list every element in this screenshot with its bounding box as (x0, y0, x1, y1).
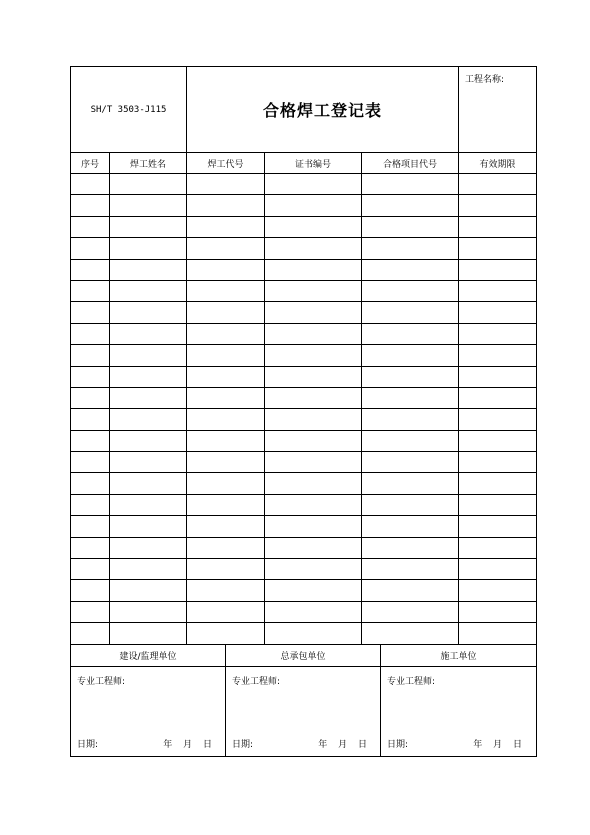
date-ymd: 年 月 日 (163, 739, 212, 750)
table-cell[interactable] (459, 195, 537, 216)
table-cell[interactable] (362, 174, 459, 195)
table-cell[interactable] (265, 580, 362, 601)
table-row (71, 580, 537, 601)
column-header-row (71, 153, 537, 174)
signature-header-row (71, 644, 537, 666)
table-cell[interactable] (187, 537, 265, 558)
table-cell[interactable] (110, 580, 187, 601)
table-cell[interactable] (71, 345, 110, 366)
table-cell[interactable] (71, 516, 110, 537)
col-header-certificate-no: 证书编号 (265, 153, 362, 174)
table-cell[interactable] (265, 409, 362, 430)
table-cell[interactable] (459, 430, 537, 451)
table-cell[interactable] (362, 387, 459, 408)
signature-box-owner[interactable] (71, 666, 226, 756)
table-cell[interactable] (459, 623, 537, 644)
table-cell[interactable] (362, 516, 459, 537)
table-row (71, 559, 537, 580)
table-cell[interactable] (110, 494, 187, 515)
date-line (387, 737, 522, 750)
table-cell[interactable] (71, 623, 110, 644)
unit-general-contractor: 总承包单位 (226, 644, 381, 666)
table-cell[interactable] (187, 409, 265, 430)
table-cell[interactable] (110, 174, 187, 195)
form-title: 合格焊工登记表 (187, 67, 459, 153)
table-row (71, 452, 537, 473)
table-cell[interactable] (459, 601, 537, 622)
table-cell[interactable] (110, 537, 187, 558)
table-cell[interactable] (362, 280, 459, 301)
table-cell[interactable] (459, 345, 537, 366)
table-cell[interactable] (459, 537, 537, 558)
table-cell[interactable] (71, 409, 110, 430)
table-cell[interactable] (187, 494, 265, 515)
table-cell[interactable] (187, 623, 265, 644)
table-cell[interactable] (265, 537, 362, 558)
table-cell[interactable] (187, 366, 265, 387)
table-cell[interactable] (187, 452, 265, 473)
table-cell[interactable] (187, 302, 265, 323)
table-row (71, 259, 537, 280)
table-cell[interactable] (187, 174, 265, 195)
header-row (71, 67, 537, 153)
table-cell[interactable] (459, 580, 537, 601)
table-row (71, 216, 537, 237)
table-cell[interactable] (459, 174, 537, 195)
table-cell[interactable] (71, 601, 110, 622)
engineer-label: 专业工程师: (387, 676, 436, 687)
table-row (71, 302, 537, 323)
table-row (71, 494, 537, 515)
table-cell[interactable] (71, 323, 110, 344)
table-cell[interactable] (459, 259, 537, 280)
table-cell[interactable] (459, 216, 537, 237)
table-cell[interactable] (265, 366, 362, 387)
table-cell[interactable] (459, 238, 537, 259)
table-cell[interactable] (110, 238, 187, 259)
table-cell[interactable] (459, 409, 537, 430)
table-cell[interactable] (71, 452, 110, 473)
table-cell[interactable] (265, 452, 362, 473)
date-line (232, 737, 367, 750)
table-cell[interactable] (187, 323, 265, 344)
table-cell[interactable] (71, 174, 110, 195)
table-cell[interactable] (187, 216, 265, 237)
table-cell[interactable] (110, 409, 187, 430)
table-cell[interactable] (459, 387, 537, 408)
table-cell[interactable] (71, 559, 110, 580)
project-name-field[interactable] (459, 67, 537, 153)
table-cell[interactable] (71, 238, 110, 259)
table-cell[interactable] (71, 494, 110, 515)
date-ymd: 年 月 日 (318, 739, 367, 750)
project-name-label: 工程名称: (465, 75, 505, 85)
unit-construction: 施工单位 (381, 644, 537, 666)
date-line (77, 737, 212, 750)
table-cell[interactable] (362, 452, 459, 473)
table-cell[interactable] (110, 302, 187, 323)
table-cell[interactable] (265, 601, 362, 622)
table-cell[interactable] (187, 516, 265, 537)
table-row (71, 195, 537, 216)
table-cell[interactable] (71, 302, 110, 323)
date-label: 日期: (232, 739, 254, 750)
table-cell[interactable] (459, 494, 537, 515)
table-cell[interactable] (187, 195, 265, 216)
table-cell[interactable] (265, 387, 362, 408)
table-cell[interactable] (362, 195, 459, 216)
table-cell[interactable] (459, 516, 537, 537)
date-label: 日期: (387, 739, 409, 750)
col-header-qualified-item: 合格项目代号 (362, 153, 459, 174)
table-cell[interactable] (265, 516, 362, 537)
table-cell[interactable] (362, 559, 459, 580)
table-row (71, 280, 537, 301)
table-cell[interactable] (362, 601, 459, 622)
signature-box-contractor[interactable] (226, 666, 381, 756)
table-cell[interactable] (265, 559, 362, 580)
table-cell[interactable] (110, 559, 187, 580)
table-cell[interactable] (362, 623, 459, 644)
table-row (71, 473, 537, 494)
table-cell[interactable] (71, 430, 110, 451)
table-cell[interactable] (110, 601, 187, 622)
table-cell[interactable] (459, 280, 537, 301)
table-cell[interactable] (71, 387, 110, 408)
table-row (71, 323, 537, 344)
table-cell[interactable] (459, 452, 537, 473)
table-cell[interactable] (459, 302, 537, 323)
table-cell[interactable] (265, 430, 362, 451)
table-cell[interactable] (71, 195, 110, 216)
table-cell[interactable] (265, 473, 362, 494)
table-cell[interactable] (110, 516, 187, 537)
table-cell[interactable] (71, 366, 110, 387)
table-cell[interactable] (459, 473, 537, 494)
table-row (71, 623, 537, 644)
table-cell[interactable] (265, 259, 362, 280)
table-cell[interactable] (110, 366, 187, 387)
table-cell[interactable] (187, 580, 265, 601)
table-cell[interactable] (187, 601, 265, 622)
table-cell[interactable] (71, 537, 110, 558)
table-cell[interactable] (362, 537, 459, 558)
table-cell[interactable] (265, 345, 362, 366)
engineer-label: 专业工程师: (77, 676, 126, 687)
table-cell[interactable] (110, 430, 187, 451)
table-row (71, 430, 537, 451)
table-cell[interactable] (110, 195, 187, 216)
signature-body-row (71, 666, 537, 756)
table-cell[interactable] (110, 345, 187, 366)
table-cell[interactable] (110, 473, 187, 494)
table-row (71, 366, 537, 387)
date-ymd: 年 月 日 (473, 739, 522, 750)
table-cell[interactable] (362, 259, 459, 280)
table-cell[interactable] (110, 623, 187, 644)
table-cell[interactable] (187, 430, 265, 451)
table-cell[interactable] (187, 345, 265, 366)
table-cell[interactable] (459, 323, 537, 344)
table-row (71, 409, 537, 430)
table-cell[interactable] (265, 623, 362, 644)
table-cell[interactable] (362, 430, 459, 451)
table-cell[interactable] (265, 494, 362, 515)
table-cell[interactable] (362, 216, 459, 237)
table-row (71, 345, 537, 366)
unit-owner-supervisor: 建设/监理单位 (71, 644, 226, 666)
col-header-welder-code: 焊工代号 (187, 153, 265, 174)
table-cell[interactable] (265, 302, 362, 323)
table-row (71, 174, 537, 195)
table-cell[interactable] (265, 174, 362, 195)
table-cell[interactable] (71, 473, 110, 494)
table-cell[interactable] (265, 238, 362, 259)
table-cell[interactable] (110, 259, 187, 280)
table-cell[interactable] (71, 280, 110, 301)
table-cell[interactable] (110, 323, 187, 344)
table-cell[interactable] (187, 559, 265, 580)
table-row (71, 387, 537, 408)
standard-code: SH/T 3503-J115 (71, 67, 187, 153)
table-cell[interactable] (71, 259, 110, 280)
col-header-validity: 有效期限 (459, 153, 537, 174)
table-cell[interactable] (459, 559, 537, 580)
table-cell[interactable] (362, 302, 459, 323)
table-cell[interactable] (187, 259, 265, 280)
table-row (71, 516, 537, 537)
table-cell[interactable] (362, 494, 459, 515)
table-cell[interactable] (187, 280, 265, 301)
table-cell[interactable] (71, 216, 110, 237)
table-cell[interactable] (362, 366, 459, 387)
date-label: 日期: (77, 739, 99, 750)
table-cell[interactable] (362, 323, 459, 344)
table-cell[interactable] (362, 409, 459, 430)
table-row (71, 238, 537, 259)
table-cell[interactable] (71, 580, 110, 601)
signature-box-construction[interactable] (381, 666, 537, 756)
table-cell[interactable] (187, 473, 265, 494)
table-cell[interactable] (110, 216, 187, 237)
table-cell[interactable] (187, 238, 265, 259)
table-cell[interactable] (362, 345, 459, 366)
table-cell[interactable] (362, 580, 459, 601)
table-cell[interactable] (265, 323, 362, 344)
table-cell[interactable] (265, 280, 362, 301)
engineer-label: 专业工程师: (232, 676, 281, 687)
table-cell[interactable] (110, 387, 187, 408)
table-cell[interactable] (187, 387, 265, 408)
table-cell[interactable] (362, 473, 459, 494)
table-cell[interactable] (110, 452, 187, 473)
table-cell[interactable] (362, 238, 459, 259)
table-cell[interactable] (265, 195, 362, 216)
table-row (71, 537, 537, 558)
table-cell[interactable] (459, 366, 537, 387)
col-header-index: 序号 (71, 153, 110, 174)
col-header-welder-name: 焊工姓名 (110, 153, 187, 174)
registration-table (70, 66, 537, 645)
table-cell[interactable] (265, 216, 362, 237)
signature-table (70, 644, 537, 757)
table-row (71, 601, 537, 622)
form-sheet (70, 66, 536, 757)
table-cell[interactable] (110, 280, 187, 301)
